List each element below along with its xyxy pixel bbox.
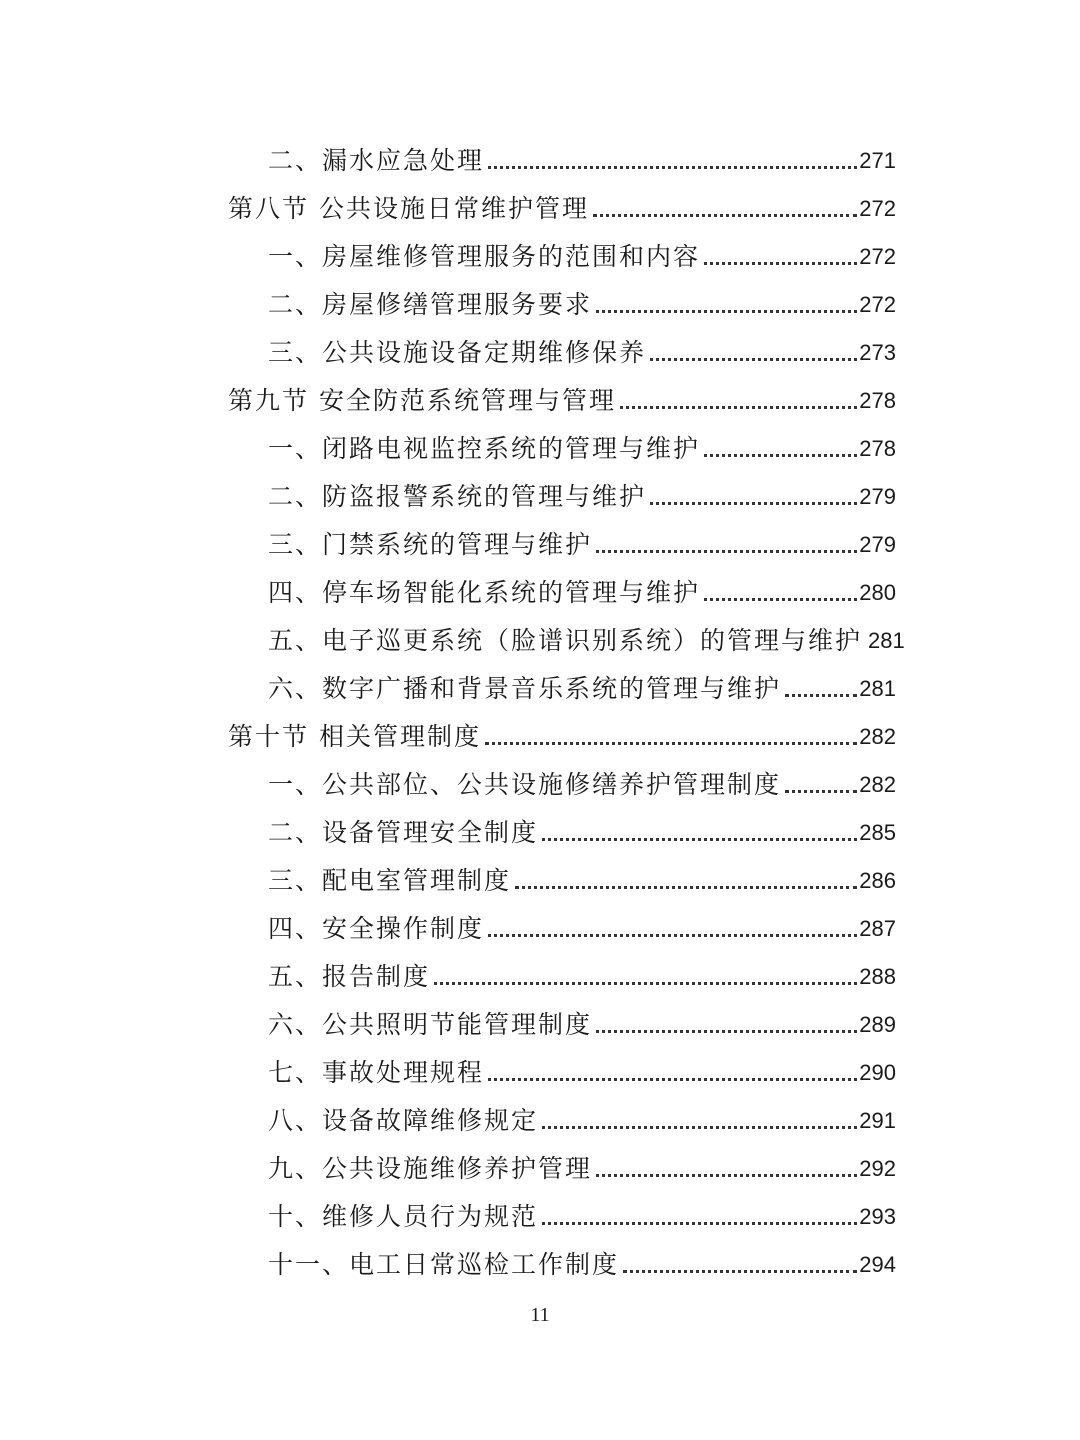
toc-title: 第十节 相关管理制度 [228, 722, 481, 751]
toc-entry[interactable] [0, 322, 1080, 370]
toc-page: 272 [859, 196, 896, 221]
toc-title: 三、配电室管理制度 [268, 866, 512, 895]
toc-entry[interactable] [0, 610, 1080, 658]
toc-page: 282 [859, 772, 896, 797]
toc-page: 289 [859, 1012, 896, 1037]
dot-leader [488, 1078, 857, 1081]
dot-leader [593, 214, 857, 217]
toc-entry[interactable] [0, 754, 1080, 802]
toc-title: 二、防盗报警系统的管理与维护 [268, 482, 647, 511]
toc-page: 278 [859, 436, 896, 461]
toc-title: 一、闭路电视监控系统的管理与维护 [268, 434, 701, 463]
toc-title: 四、安全操作制度 [268, 914, 485, 943]
toc-page: 291 [859, 1108, 896, 1133]
toc-entry[interactable] [0, 658, 1080, 706]
toc-page: 290 [859, 1060, 896, 1085]
toc-section[interactable] [0, 706, 1080, 754]
toc-title: 第八节 公共设施日常维护管理 [228, 194, 589, 223]
toc-title: 七、事故处理规程 [268, 1058, 485, 1087]
toc-page: 286 [859, 868, 896, 893]
toc-page: 271 [859, 148, 896, 173]
toc-section[interactable] [0, 370, 1080, 418]
dot-leader [785, 694, 857, 697]
toc-entry[interactable] [0, 226, 1080, 274]
toc-entry[interactable] [0, 274, 1080, 322]
toc-title: 三、门禁系统的管理与维护 [268, 530, 593, 559]
toc-title: 二、设备管理安全制度 [268, 818, 539, 847]
toc-page: 294 [859, 1252, 896, 1277]
toc-page: 279 [859, 484, 896, 509]
toc-title: 二、漏水应急处理 [268, 146, 485, 175]
toc-title: 六、数字广播和背景音乐系统的管理与维护 [268, 674, 782, 703]
toc-title: 十、维修人员行为规范 [268, 1202, 539, 1231]
toc-page: 285 [859, 820, 896, 845]
toc-page: 272 [859, 292, 896, 317]
dot-leader [704, 598, 857, 601]
toc-title: 五、报告制度 [268, 962, 431, 991]
dot-leader [488, 934, 857, 937]
toc-entry[interactable] [0, 946, 1080, 994]
toc-entry[interactable] [0, 1186, 1080, 1234]
dot-leader [785, 790, 857, 793]
toc-page: 281 [859, 676, 896, 701]
toc-page: 293 [859, 1204, 896, 1229]
toc-title: 第九节 安全防范系统管理与管理 [228, 386, 616, 415]
toc-page: 278 [859, 388, 896, 413]
toc-title: 一、房屋维修管理服务的范围和内容 [268, 242, 701, 271]
dot-leader [485, 742, 857, 745]
dot-leader [650, 502, 857, 505]
toc-page: 282 [859, 724, 896, 749]
toc-entry[interactable] [0, 562, 1080, 610]
toc-entry[interactable] [0, 130, 1080, 178]
dot-leader [596, 1030, 857, 1033]
dot-leader [650, 358, 857, 361]
page-number: 11 [530, 1304, 550, 1326]
toc-title: 四、停车场智能化系统的管理与维护 [268, 578, 701, 607]
dot-leader [704, 454, 857, 457]
toc-entry[interactable] [0, 466, 1080, 514]
toc-page: 280 [859, 580, 896, 605]
dot-leader [623, 1270, 857, 1273]
toc-page: 281 [868, 628, 905, 653]
toc-title: 六、公共照明节能管理制度 [268, 1010, 593, 1039]
dot-leader [704, 262, 857, 265]
dot-leader [542, 1126, 857, 1129]
toc-entry[interactable] [0, 1090, 1080, 1138]
dot-leader [596, 550, 857, 553]
toc-title: 十一、电工日常巡检工作制度 [268, 1250, 620, 1279]
toc-entry[interactable] [0, 514, 1080, 562]
dot-leader [542, 1222, 857, 1225]
dot-leader [596, 1174, 857, 1177]
toc-title: 一、公共部位、公共设施修缮养护管理制度 [268, 770, 782, 799]
toc-title: 三、公共设施设备定期维修保养 [268, 338, 647, 367]
toc-page: 273 [859, 340, 896, 365]
toc-title: 五、电子巡更系统（脸谱识别系统）的管理与维护 [268, 626, 863, 655]
toc-entry[interactable] [0, 1138, 1080, 1186]
toc-entry[interactable] [0, 898, 1080, 946]
dot-leader [434, 982, 857, 985]
toc-entry[interactable] [0, 994, 1080, 1042]
dot-leader [488, 166, 857, 169]
toc-entry[interactable] [0, 850, 1080, 898]
toc-entry[interactable] [0, 418, 1080, 466]
toc-title: 八、设备故障维修规定 [268, 1106, 539, 1135]
toc-page: 272 [859, 244, 896, 269]
toc-page: 287 [859, 916, 896, 941]
dot-leader [515, 886, 857, 889]
dot-leader [596, 310, 857, 313]
toc-title: 二、房屋修缮管理服务要求 [268, 290, 593, 319]
table-of-contents [0, 130, 1080, 1282]
toc-entry[interactable] [0, 1234, 1080, 1282]
toc-page: 292 [859, 1156, 896, 1181]
toc-page: 288 [859, 964, 896, 989]
toc-title: 九、公共设施维修养护管理 [268, 1154, 593, 1183]
toc-entry[interactable] [0, 802, 1080, 850]
dot-leader [542, 838, 857, 841]
dot-leader [620, 406, 857, 409]
toc-entry[interactable] [0, 1042, 1080, 1090]
toc-page: 279 [859, 532, 896, 557]
toc-section[interactable] [0, 178, 1080, 226]
